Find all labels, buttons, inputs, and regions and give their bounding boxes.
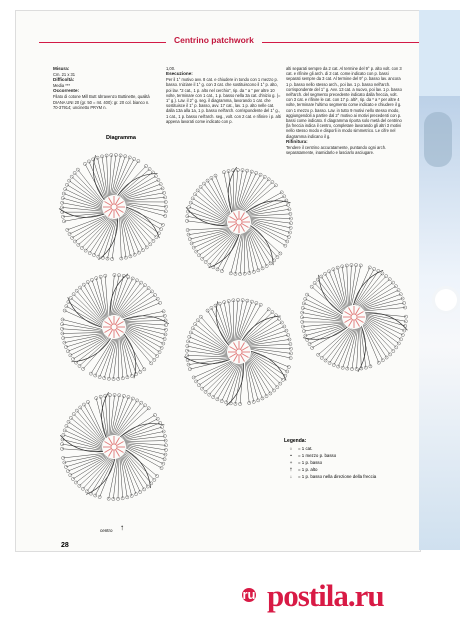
chain-loop [391, 281, 394, 284]
chain-loop [69, 474, 72, 477]
instructions-column [286, 66, 404, 155]
center-ring [111, 324, 117, 330]
stitch-line [68, 422, 102, 445]
chain-icon: ○ [289, 446, 293, 451]
center-stitch [116, 317, 120, 324]
stitch-line [235, 170, 238, 211]
crochet-motif [59, 153, 168, 260]
chain-loop [156, 474, 159, 477]
chain-loop [229, 272, 232, 275]
legend-text: = 1 cat. [298, 446, 313, 451]
legend-item [284, 452, 414, 459]
chain-loop [127, 275, 130, 278]
center-stitch [234, 212, 238, 219]
legend [284, 438, 414, 480]
center-stitch [116, 197, 120, 204]
magazine-page [15, 10, 421, 552]
center-stitch [117, 329, 124, 333]
stitch-line [118, 338, 119, 379]
stitch-line [63, 198, 102, 209]
center-ring [236, 349, 242, 355]
stitch-line [250, 217, 291, 218]
centro-label: centro [100, 528, 113, 533]
chain-loop [146, 485, 149, 488]
stitch-line [122, 184, 160, 198]
stitch-line [248, 331, 287, 344]
chain-loop [162, 462, 165, 465]
chain-loop [153, 293, 156, 296]
chain-loop [164, 333, 167, 336]
finishing-text: Tendere il centrino accuratamente, puntando ogni arch. separatamente, inamidarlo e lasciarlo asciugare. [286, 144, 387, 156]
stitch-line [101, 277, 107, 317]
stitch-line [191, 203, 227, 222]
slip-stitch-icon: • [290, 453, 292, 458]
arm-edge [126, 450, 151, 488]
center-stitch [242, 224, 249, 228]
chain-loop [97, 255, 100, 258]
center-stitch [349, 307, 353, 314]
execution-text: Per il 1° motivo avv. 8 cat. e chiudere in tondo con 1 mezzo p. basso. Iniziare il 1° g. con 3 cat. che sostituiscono il 1° p. alto, poi lav. "2 cat., 1 p. alto nel cerchio", rip. da " a " per altre 10 volte, terminare con 1 cat., 1 p. basso nella 3a cat. d'inizio g. (= 1° g.). Lav. il 2° g. seg. il diagramma, lavorando 1 cat. che sostituisce il 1° p. basso, avv. 17 cat., lav. 1 p. alto nelle cat. dalla 13a alla 1a, 1 p. basso nell'arch. corrispondente del 1° g., 1 cat., 1 p. basso nell'arch. seg., volt. con 2 cat. e rifinire i p. alti appena lavorati come indicato con p. [166, 77, 281, 124]
chain-loop [95, 397, 98, 400]
stitch-line [67, 216, 105, 230]
stitch-line [95, 459, 114, 495]
chain-loop [276, 255, 279, 258]
stitch-line [213, 364, 237, 397]
chain-loop [191, 327, 194, 330]
center-stitch [104, 449, 111, 453]
stitch-line [237, 301, 248, 341]
chain-loop [332, 268, 335, 271]
center-stitch [349, 320, 353, 327]
center-stitch [242, 354, 249, 358]
stitch-line [125, 443, 166, 446]
center-stitch [229, 217, 236, 221]
stitch-line [235, 300, 238, 341]
adjacent-page-photo [419, 10, 460, 550]
stitch-line [240, 233, 243, 274]
chain-loop [304, 297, 307, 300]
stitch-line [360, 328, 362, 369]
stitch-line [121, 457, 127, 497]
chain-loop [188, 335, 191, 338]
center-stitch [234, 342, 238, 349]
stitch-line [237, 171, 247, 211]
measures-label: Misura: [53, 66, 70, 71]
center-stitch [117, 442, 124, 446]
chain-loop [65, 183, 68, 186]
flower-image [435, 289, 457, 311]
stitch-line [116, 161, 139, 195]
center-stitch [109, 210, 113, 217]
chain-loop [82, 283, 85, 286]
stitch-line [187, 351, 228, 356]
stitch-line [251, 221, 289, 237]
chain-loop [137, 159, 140, 162]
center-stitch [116, 450, 120, 457]
center-stitch [117, 209, 124, 213]
chain-loop [156, 297, 159, 300]
center-stitch [356, 320, 360, 327]
measures-value: Cm. 21 x 31 [53, 72, 76, 77]
stitch-line [125, 441, 166, 442]
chain-loop [69, 416, 72, 419]
chain-loop [225, 401, 228, 404]
center-ring [111, 204, 117, 210]
brand-watermark: postila.ru [267, 578, 384, 613]
chain-loop [199, 315, 202, 318]
center-stitch [109, 450, 113, 457]
center-stitch [104, 322, 111, 326]
center-stitch [109, 317, 113, 324]
chain-loop [204, 260, 207, 263]
arm-edge [184, 357, 230, 364]
stitch-line [251, 222, 287, 241]
legend-text: = 1 p. basso nella direzione della freccia [298, 474, 377, 479]
center-stitch [116, 330, 120, 337]
chain-loop [66, 228, 69, 231]
stitch-line [195, 194, 227, 219]
center-stitch [344, 312, 351, 316]
stitch-line [192, 230, 231, 243]
center-stitch [242, 217, 249, 221]
chain-loop [193, 323, 196, 326]
stitch-line [125, 320, 166, 321]
stitch-line [107, 156, 109, 197]
center-ring [351, 314, 357, 320]
stitch-line [100, 339, 115, 377]
stitch-line [92, 280, 106, 319]
materials-column [53, 66, 153, 110]
chain-loop [196, 319, 199, 322]
center-stitch [229, 224, 236, 228]
center-stitch [117, 449, 124, 453]
stitch-line [231, 364, 242, 404]
center-stitch [357, 319, 364, 323]
chain-loop [162, 342, 165, 345]
center-stitch [117, 322, 124, 326]
stitch-line [102, 156, 107, 197]
chain-loop [139, 281, 142, 284]
center-stitch [241, 355, 245, 362]
stitch-line [125, 323, 165, 329]
center-stitch [344, 319, 351, 323]
stitch-line [250, 347, 291, 349]
stitch-line [362, 294, 400, 308]
stitch-line [121, 217, 126, 258]
arm-edge [59, 209, 104, 218]
chain-loop [61, 318, 64, 321]
center-ring [111, 444, 117, 450]
center-stitch [104, 202, 111, 206]
stitch-line [125, 322, 166, 325]
stitch-line [120, 218, 122, 259]
stitch-line [62, 329, 103, 332]
stitch-line [114, 278, 132, 315]
materials-value: Filato di cotone Mill Butt Idrravenzo Buttinette, qualità DIANA UNI 20 (gr. 50 = mt. 400): gr. 20 col. bianco n. 70-37914; uncinetto PRYM n. [53, 94, 150, 110]
stitch-line [115, 159, 135, 195]
stitch-line [343, 329, 356, 368]
chain-loop [287, 333, 290, 336]
chain-loop [208, 263, 211, 266]
chain-loop [189, 201, 192, 204]
single-crochet-icon: + [289, 460, 293, 465]
chain-loop [192, 246, 195, 249]
stitch-line [120, 457, 123, 498]
stitch-line [123, 455, 137, 494]
stitch-line [241, 177, 265, 210]
legend-text: = 1 p. basso [298, 460, 323, 465]
stitch-line [364, 303, 404, 310]
stitch-line [120, 337, 123, 378]
difficulty-value: Media *** [53, 83, 71, 89]
brand-ru-icon: ru [242, 587, 256, 602]
stitch-line [303, 323, 344, 326]
double-crochet-icon: † [289, 467, 293, 472]
stitch-line [248, 230, 263, 268]
crochet-motif [60, 273, 168, 380]
arrow-up-icon: ↑ [120, 523, 124, 532]
crochet-motif [184, 298, 292, 405]
chain-loop [95, 277, 98, 280]
arrow-down-icon: ↓ [289, 474, 293, 479]
chain-loop [87, 160, 90, 163]
glass-object [424, 112, 452, 167]
chain-loop [302, 302, 305, 305]
stitch-line [248, 360, 263, 398]
stitch-line [305, 325, 345, 336]
stitch-line [121, 337, 128, 377]
center-stitch [109, 330, 113, 337]
center-stitch [104, 329, 111, 333]
materials-label: Occorrente: [53, 88, 80, 94]
crochet-motif [300, 263, 407, 371]
chain-loop [199, 185, 202, 188]
stitch-line [187, 355, 228, 356]
instructions-text: alti separati sempre da 2 cat. Al termine del 9° p. alto volt. con 3 cat. e rifinire gli arch. di 2 cat. come indicato con p. bassi separati sempre da 3 cat. Al termine del 9° p. basso lav. ancora 1 p. basso nello stesso arch., poi lav. 1 p. basso nell'arch. corrispondente del 1° g. Avv. 13 cat. a nuovo, poi lav. 1 p. basso nell'arch. del segmento precedente indicato dalla freccia, volt. con 3 cat. e rifinire le cat. con 17 p. alti*, rip. da * a * per altre 4 volte, terminare l'ultimo segmento come indicato e chiudere il g. con 1 mezzo p. basso. Lav. in tutto 9 motivi nello stesso modo, aggiungendoli a partire dal 2° motivo ai motivi precedenti con p. bassi come indicato. Il diagramma riporta solo metà del centrino (la freccia indica il centro, completare lavorando gli altri 3 motivi nello stesso modo e disporli in modo simmetrico. Le cifre nel diagramma indicano il g. [286, 66, 402, 139]
center-stitch [356, 307, 360, 314]
chain-loop [204, 390, 207, 393]
chain-loop [69, 296, 72, 299]
arm-edge [118, 173, 158, 195]
crochet-motif [185, 167, 292, 276]
stitch-line [364, 308, 405, 311]
stitch-line [347, 266, 349, 307]
chain-loop [301, 306, 304, 309]
page-title: Centrino patchwork [166, 35, 262, 45]
diagram-label: Diagramma [106, 135, 136, 141]
center-stitch [242, 347, 249, 351]
difficulty-label: Difficoltà: [53, 77, 75, 83]
stitch-line [118, 458, 119, 499]
stitch-line [62, 332, 103, 333]
arm-edge [228, 167, 236, 212]
chain-loop [63, 309, 66, 312]
chain-loop [73, 240, 76, 243]
chain-loop [313, 281, 316, 284]
center-stitch [116, 437, 120, 444]
center-stitch [117, 202, 124, 206]
execution-label: Esecuzione: [166, 71, 193, 77]
chain-loop [214, 174, 217, 177]
stitch-line [68, 336, 106, 351]
stitch-line [86, 219, 112, 251]
legend-text: = 1 p. alto [298, 467, 318, 472]
crochet-motif [60, 392, 167, 500]
chain-loop [359, 264, 362, 267]
chain-loop [67, 420, 70, 423]
stitch-line [105, 396, 108, 437]
center-stitch [229, 354, 236, 358]
execution-column [166, 66, 281, 124]
chain-loop [150, 290, 153, 293]
arm-edge [353, 270, 383, 305]
center-stitch [241, 225, 245, 232]
center-stitch [104, 442, 111, 446]
stitch-line [231, 234, 242, 274]
finishing-label: Rifinitura: [286, 138, 308, 144]
execution-start: 1,00. [166, 66, 176, 71]
chain-loop [149, 243, 152, 246]
chain-loop [140, 401, 143, 404]
center-stitch [357, 312, 364, 316]
stitch-line [251, 352, 287, 371]
stitch-line [126, 205, 165, 216]
chain-loop [65, 305, 68, 308]
chain-loop [274, 184, 277, 187]
center-stitch [229, 347, 236, 351]
chain-loop [193, 193, 196, 196]
stitch-line [366, 315, 405, 326]
stitch-line [251, 223, 285, 245]
chain-loop [127, 395, 130, 398]
center-stitch [116, 210, 120, 217]
center-ring [236, 219, 242, 225]
center-stitch [104, 209, 111, 213]
chain-loop [90, 278, 93, 281]
chain-loop [135, 279, 138, 282]
chain-loop [188, 237, 191, 240]
legend-title: Legenda: [284, 438, 307, 444]
chain-loop [246, 169, 249, 172]
stitch-line [95, 339, 114, 375]
chain-loop [202, 182, 205, 185]
chain-loop [130, 494, 133, 497]
stitch-line [109, 395, 110, 436]
chain-loop [69, 354, 72, 357]
stitch-line [105, 276, 108, 317]
chain-loop [394, 285, 397, 288]
chain-loop [72, 293, 75, 296]
chain-loop [143, 368, 146, 371]
page-number: 28 [61, 542, 69, 549]
center-stitch [234, 225, 238, 232]
center-stitch [241, 212, 245, 219]
stitch-line [124, 197, 165, 201]
center-stitch [241, 342, 245, 349]
legend-item [284, 466, 414, 473]
chain-loop [263, 175, 266, 178]
chain-loop [68, 232, 71, 235]
legend-text: = 1 mezzo p. basso [298, 453, 337, 458]
chain-loop [191, 197, 194, 200]
chain-loop [188, 367, 191, 370]
legend-item [284, 459, 414, 466]
chain-loop [186, 340, 189, 343]
chain-loop [255, 171, 258, 174]
center-stitch [109, 437, 113, 444]
legend-item [284, 445, 414, 452]
arm-edge [358, 326, 366, 371]
legend-item [284, 473, 414, 480]
center-stitch [109, 197, 113, 204]
center-stitch [234, 355, 238, 362]
stitch-line [124, 454, 144, 490]
chain-loop [79, 286, 82, 289]
chain-loop [145, 246, 148, 249]
chain-loop [155, 236, 158, 239]
chain-loop [188, 205, 191, 208]
stitch-line [68, 456, 106, 471]
